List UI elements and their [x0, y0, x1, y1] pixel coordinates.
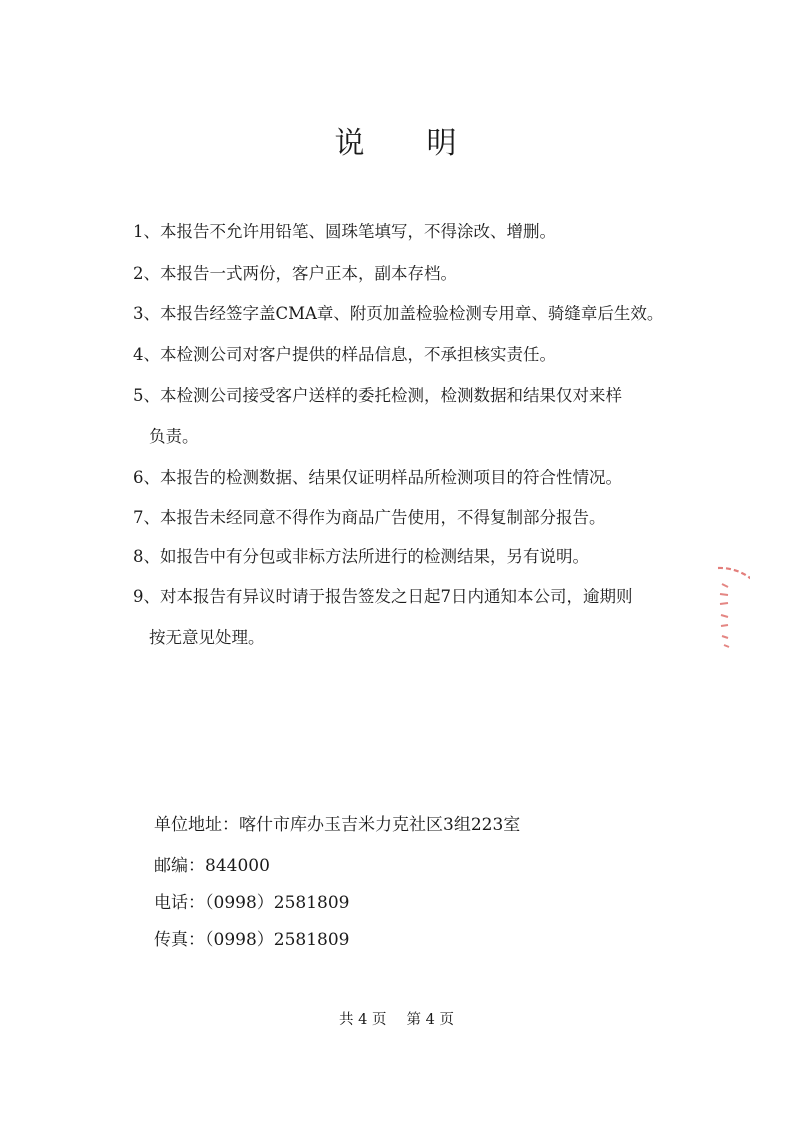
note-text-continued: 按无意见处理。 [149, 628, 265, 647]
note-text: 本报告的检测数据、结果仅证明样品所检测项目的符合性情况。 [160, 468, 622, 487]
page-title [0, 118, 793, 162]
company-phone: 电话：（0998）2581809 [154, 893, 350, 913]
note-number: 9、 [133, 587, 160, 606]
note-number: 7、 [133, 508, 160, 527]
note-item-7 [133, 508, 693, 528]
note-number: 5、 [133, 386, 160, 405]
note-text: 对本报告有异议时请于报告签发之日起7日内通知本公司，逾期则 [160, 587, 633, 606]
note-item-9 [133, 587, 693, 651]
current-page: 第 4 页 [406, 1012, 454, 1028]
total-pages: 共 4 页 [339, 1012, 387, 1028]
note-item-4 [133, 345, 693, 365]
note-item-3 [133, 304, 693, 324]
note-text-continued: 负责。 [149, 427, 199, 446]
page-footer [0, 1008, 793, 1029]
note-number: 8、 [133, 547, 160, 566]
note-text: 本报告不允许用铅笔、圆珠笔填写，不得涂改、增删。 [160, 222, 556, 241]
note-text: 本检测公司接受客户送样的委托检测，检测数据和结果仅对来样 [160, 386, 622, 405]
partial-seal-stamp [700, 560, 750, 665]
note-item-2 [133, 264, 693, 284]
note-item-1 [133, 222, 693, 242]
title-char-right: 明 [426, 126, 459, 161]
company-fax: 传真：（0998）2581809 [154, 930, 350, 950]
note-item-8 [133, 547, 693, 567]
title-char-left: 说 [334, 126, 367, 161]
note-number: 6、 [133, 468, 160, 487]
note-number: 3、 [133, 304, 160, 323]
note-number: 1、 [133, 222, 160, 241]
note-text: 本报告未经同意不得作为商品广告使用，不得复制部分报告。 [160, 508, 606, 527]
note-text: 如报告中有分包或非标方法所进行的检测结果，另有说明。 [160, 547, 589, 566]
note-text: 本报告一式两份，客户正本，副本存档。 [160, 264, 457, 283]
note-text: 本检测公司对客户提供的样品信息，不承担核实责任。 [160, 345, 556, 364]
seal-stamp-icon [700, 560, 750, 665]
company-address: 单位地址：喀什市库办玉吉米力克社区3组223室 [154, 815, 521, 835]
note-item-6 [133, 468, 693, 488]
note-number: 4、 [133, 345, 160, 364]
note-item-5 [133, 386, 693, 450]
company-postcode: 邮编：844000 [154, 856, 270, 876]
note-text: 本报告经签字盖CMA章、附页加盖检验检测专用章、骑缝章后生效。 [160, 304, 664, 323]
note-number: 2、 [133, 264, 160, 283]
